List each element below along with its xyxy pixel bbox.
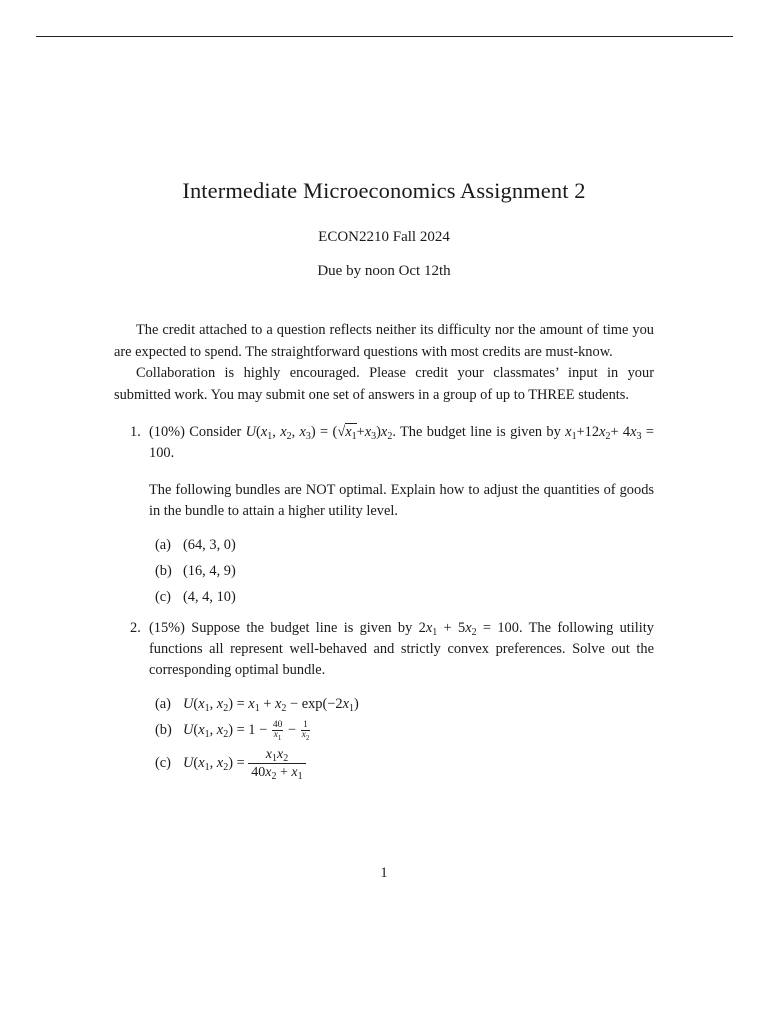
part-c: (c) $U(x_1$, $x_2$) = $\frac{x_1x_2}{40x_2 + x_1}$ — [149, 746, 654, 786]
part-c: (c) (4, 4, 10) — [155, 589, 236, 605]
utility-formula: $U(x_1$, $x_2) = 1$ − $\frac{40}{x_1}$ − $\frac{1}{x_2}$ — [183, 720, 310, 743]
question-1-parts — [149, 535, 654, 613]
question-number: 1. — [130, 424, 141, 440]
utility-formula: $U(x_1$, $x_2) = x_1 + x_2 - \exp(-2x_1)$ — [183, 696, 359, 714]
instructions-paragraph-credit: The credit attached to a question reflects neither its difficulty nor the amount of time you are expected to spend. The straightforward questions with most credits are must-know. — [114, 322, 654, 360]
course-line: ECON2210 Fall 2024 — [318, 229, 450, 245]
utility-function: U — [245, 424, 257, 440]
question-number: 2. — [130, 620, 141, 636]
instructions-paragraph-collaboration: Collaboration is highly encouraged. Please credit your classmates’ input in your submitted work. You may submit one set of answers in a group of up to THREE students. — [114, 365, 654, 403]
part-a: (a) $U(x_1$, $x_2) = x_1 + x_2 - \exp(-2x_1)$ — [155, 696, 359, 714]
bundle: (64, 3, 0) — [183, 537, 236, 553]
question-2 — [130, 618, 654, 786]
top-rule — [36, 36, 733, 37]
question-2-statement: (15%) Suppose the budget line is given by $2x_1 + 5x_2 = 100$. The following utility functions all represent well-behaved and strictly convex preferences. Solve out the corresponding optimal bundle. — [149, 620, 654, 678]
due-date: Due by noon Oct 12th — [317, 263, 451, 279]
instructions — [114, 320, 654, 406]
utility-formula: $U(x_1$, $x_2$) = $\frac{x_1x_2}{40x_2 + x_1}$ — [183, 755, 306, 771]
question-1-instructions: The following bundles are NOT optimal. Explain how to adjust the quantities of goods in the bundle to attain a higher utility level. — [149, 482, 654, 519]
part-b: (b) (16, 4, 9) — [155, 563, 236, 579]
bundle: (4, 4, 10) — [183, 589, 236, 605]
page-number: 1 — [380, 865, 388, 881]
question-2-parts — [149, 694, 654, 786]
question-1-statement: (10%) Consider $U(x_1$, $x_2$, $x_3) = (√x_1+x_3)x_2$. The budget line is given by $x_1+12x_2+ 4x_3 = 100$. — [149, 424, 654, 461]
bundle: (16, 4, 9) — [183, 563, 236, 579]
question-1 — [130, 422, 654, 613]
part-b: (b) $U(x_1$, $x_2) = 1$ − $\frac{40}{x_1}$ − $\frac{1}{x_2}$ — [155, 720, 310, 743]
part-a: (a) (64, 3, 0) — [155, 537, 236, 553]
document-title: Intermediate Microeconomics Assignment 2 — [182, 178, 586, 203]
